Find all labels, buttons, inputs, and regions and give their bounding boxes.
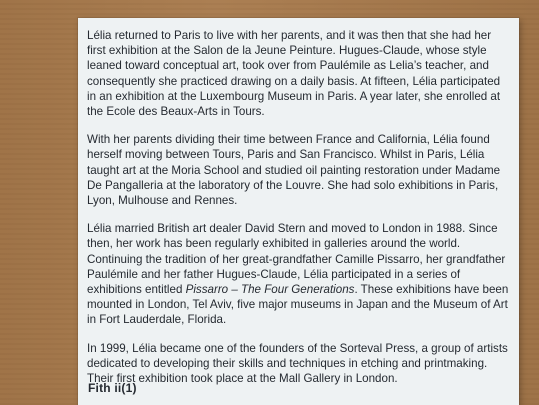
paragraph-london-part2: . These exhibitions have been mounted in London, Tel Aviv, five major museums in Japan and the Museum of Art in Fort Lauderdale, Florida.: [87, 283, 509, 327]
paragraph-sorteval-press: In 1999, Lélia became one of the founders of the Sorteval Press, a group of artists dedicated to developing their skills and techniques in etching and printmaking. Their first exhibition took place at the Mall Gallery in London.: [87, 341, 508, 386]
cut-off-heading: Fith ii(1): [88, 381, 137, 395]
paragraph-london-part1: Lélia married British art dealer David Stern and moved to London in 1988. Since then, her work has been regularly exhibited in galleries around the world. Continuing the tradition of her great-grandfather Camille Pissarro, her grandfather Paulémile and her father Hugues-Claude, Lélia participated in a series of exhibitions entitled: [87, 222, 506, 297]
paragraph-tours-paris: With her parents dividing their time between France and California, Lélia found herself moving between Tours, Paris and San Francisco. Whilst in Paris, Lélia taught art at the Moria School and studied oil painting restoration under Madame De Pangalleria at the laboratory of the Louvre. She had solo exhibitions in Paris, Lyon, Mulhouse and Rennes.: [87, 133, 501, 208]
paragraph-early-life: Lélia returned to Paris to live with her parents, and it was then that she had her first exhibition at the Salon de la Jeune Peinture. Hugues-Claude, whose style leaned toward conceptual art, took over from Paulémile as Lelia’s teacher, and consequently she practiced drawing on a daily basis. At fifteen, Lélia participated in an exhibition at the Luxembourg Museum in Paris. A year later, she enrolled at the Ecole des Beaux-Arts in Tours.: [87, 29, 501, 119]
placard-text: [87, 28, 511, 399]
paragraph-london: [87, 221, 511, 327]
exhibition-title: Pissarro – The Four Generations: [185, 283, 355, 297]
exhibition-placard: [78, 18, 519, 405]
